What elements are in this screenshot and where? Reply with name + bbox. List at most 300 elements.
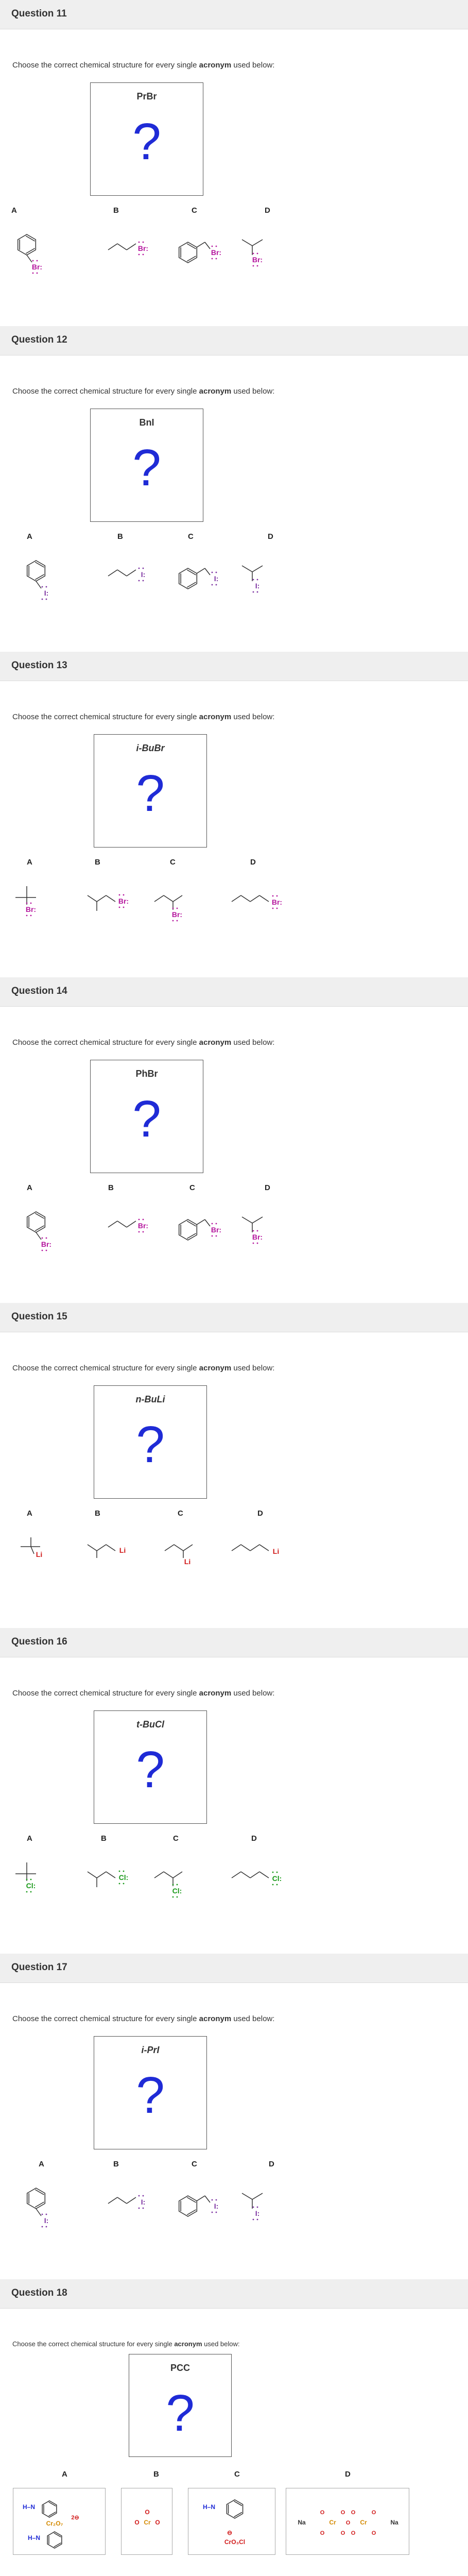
question-prompt	[12, 1689, 274, 1698]
bond	[127, 1221, 136, 1227]
o-atom-label: O	[145, 2509, 150, 2516]
lone-pair-dot	[138, 2208, 140, 2209]
question-header	[0, 1303, 468, 1332]
acronym-box	[90, 82, 203, 196]
option-structure-c[interactable]	[154, 1857, 211, 1909]
bond	[241, 895, 250, 902]
lone-pair-dot	[32, 260, 34, 262]
option-structure-d[interactable]	[242, 555, 299, 607]
prompt-bold-word: acronym	[199, 1364, 232, 1372]
benzene-ring	[47, 2532, 62, 2548]
question-mark-icon: ?	[136, 1741, 165, 1799]
bond	[205, 2196, 210, 2202]
bond	[242, 566, 252, 572]
option-structure-a[interactable]	[15, 881, 72, 933]
lone-pair-dot	[257, 265, 258, 267]
bond	[27, 255, 32, 262]
benzene-ring	[227, 2500, 242, 2518]
o-atom-label: O	[371, 2530, 376, 2536]
bond	[197, 568, 205, 573]
bond	[154, 1872, 164, 1878]
bond	[205, 242, 210, 249]
lone-pair-dot	[37, 273, 38, 274]
question-section	[0, 1628, 468, 1954]
bond	[106, 1545, 115, 1551]
cr-atom-label: Cr	[144, 2519, 151, 2526]
question-section	[0, 977, 468, 1303]
benzene-ring	[179, 2196, 197, 2216]
lone-pair-dot	[172, 1884, 174, 1886]
prompt-text: Choose the correct chemical structure for every single	[12, 1689, 199, 1698]
option-letter-a: A	[11, 206, 17, 215]
prompt-text: used below:	[202, 2340, 240, 2348]
option-structure-b[interactable]	[108, 555, 165, 607]
lone-pair-dot	[30, 1891, 32, 1893]
acronym-box	[94, 1710, 207, 1824]
cr-atom-label: Cr	[360, 2519, 367, 2526]
question-title: Question 15	[11, 1311, 67, 1322]
lone-pair-dot	[212, 246, 213, 247]
option-structure-a[interactable]	[21, 555, 77, 607]
o-atom-label: O	[351, 2510, 356, 2516]
prompt-text: used below:	[231, 1364, 275, 1372]
cro3cl-label: CrO₃Cl	[224, 2538, 246, 2546]
lone-pair-dot	[119, 894, 120, 896]
question-section	[0, 0, 468, 326]
lone-pair-dot	[253, 265, 254, 267]
option-letter-a: A	[27, 532, 32, 541]
li-atom-label: Li	[272, 1547, 280, 1555]
bond	[164, 1872, 173, 1878]
lone-pair-dot	[212, 2212, 213, 2213]
benzene-ring	[27, 561, 45, 581]
i-atom-label: I:	[255, 2209, 260, 2217]
lone-pair-dot	[212, 1223, 213, 1225]
na-label: Na	[298, 2519, 306, 2526]
lone-pair-dot	[26, 915, 28, 917]
bond	[165, 1545, 174, 1551]
lone-pair-dot	[177, 1896, 178, 1898]
lone-pair-dot	[253, 1243, 254, 1244]
question-mark-icon: ?	[166, 2384, 195, 2442]
option-letter-d: D	[268, 532, 273, 541]
o-atom-label: O	[340, 2530, 345, 2536]
br-atom-label: Br:	[211, 248, 222, 257]
option-drawing[interactable]	[122, 2488, 173, 2555]
bond	[232, 1872, 241, 1878]
bond	[232, 895, 241, 902]
bond	[252, 2193, 263, 2199]
question-header	[0, 977, 468, 1007]
bond	[108, 2197, 117, 2204]
br-atom-label: Br:	[252, 256, 263, 264]
lone-pair-dot	[123, 894, 125, 896]
bond	[117, 244, 127, 250]
acronym-label: i-BuBr	[136, 743, 165, 753]
br-atom-label: Br:	[211, 1226, 222, 1234]
lone-pair-dot	[37, 260, 38, 262]
prompt-bold-word: acronym	[174, 2340, 202, 2348]
lone-pair-dot	[143, 568, 144, 569]
bond	[106, 895, 115, 902]
lone-pair-dot	[212, 572, 213, 573]
acronym-box	[94, 734, 207, 848]
lone-pair-dot	[212, 1235, 213, 1237]
option-structure-d[interactable]	[232, 881, 288, 933]
question-header	[0, 326, 468, 355]
lone-pair-dot	[177, 1884, 178, 1886]
o-atom-label: O	[320, 2530, 325, 2536]
lone-pair-dot	[276, 895, 278, 897]
option-letter-d: D	[251, 1834, 257, 1843]
lone-pair-dot	[46, 599, 47, 600]
cl-atom-label: Cl:	[26, 1882, 36, 1890]
lone-pair-dot	[138, 254, 140, 256]
charge-label: 2⊖	[71, 2515, 79, 2521]
option-letter-c: C	[178, 1509, 183, 1518]
bond	[108, 244, 117, 250]
lone-pair-dot	[30, 1879, 32, 1880]
option-letter-c: C	[188, 532, 194, 541]
bond	[36, 2209, 41, 2216]
cr-atom-label: Cr	[329, 2519, 336, 2526]
bond	[242, 2193, 252, 2199]
option-structure-a[interactable]	[11, 229, 68, 281]
hn-label: H–N	[202, 2503, 216, 2511]
bond	[183, 1545, 193, 1551]
question-prompt	[12, 713, 274, 721]
bond	[241, 1545, 250, 1551]
lone-pair-dot	[257, 1230, 258, 1232]
option-structure-d[interactable]	[242, 229, 299, 281]
lone-pair-dot	[143, 1231, 144, 1233]
question-mark-icon: ?	[136, 765, 165, 822]
bond	[164, 895, 173, 902]
lone-pair-dot	[172, 908, 174, 909]
lone-pair-dot	[30, 915, 32, 917]
option-letter-b: B	[95, 1509, 100, 1518]
option-letter-a: A	[27, 1834, 32, 1843]
lone-pair-dot	[257, 579, 258, 581]
question-title: Question 11	[11, 8, 67, 19]
bond	[88, 895, 97, 902]
lone-pair-dot	[216, 246, 217, 247]
bond	[154, 895, 164, 902]
option-letter-b: B	[101, 1834, 107, 1843]
option-structure-b[interactable]	[108, 1207, 165, 1258]
option-letter-a: A	[27, 1509, 32, 1518]
option-letter-a: A	[39, 2160, 44, 2168]
lone-pair-dot	[276, 1884, 278, 1886]
bond	[252, 566, 263, 572]
lone-pair-dot	[42, 599, 43, 600]
option-structure-a[interactable]	[21, 1532, 77, 1584]
bond	[117, 2197, 127, 2204]
lone-pair-dot	[143, 242, 144, 243]
lone-pair-dot	[46, 2226, 47, 2228]
question-prompt	[12, 1038, 274, 1047]
br-atom-label: Br:	[171, 910, 183, 919]
br-atom-label: Br:	[31, 263, 43, 271]
prompt-text: Choose the correct chemical structure for every single	[12, 2340, 175, 2348]
question-prompt	[12, 387, 274, 396]
lone-pair-dot	[253, 2219, 254, 2221]
bond	[241, 1872, 250, 1878]
bond	[232, 1545, 241, 1551]
option-structure-a[interactable]	[21, 1207, 77, 1258]
o-atom-label: O	[340, 2510, 345, 2516]
option-letter-d: D	[265, 206, 270, 215]
prompt-text: Choose the correct chemical structure for every single	[12, 1364, 199, 1372]
lone-pair-dot	[272, 1872, 274, 1873]
lone-pair-dot	[143, 2195, 144, 2197]
bond	[106, 1872, 115, 1878]
bond	[259, 1545, 269, 1551]
br-atom-label: Br:	[25, 905, 37, 913]
option-structure-b[interactable]	[88, 1532, 144, 1584]
bond	[127, 2197, 136, 2204]
cl-atom-label: Cl:	[118, 1873, 129, 1882]
bond	[250, 1545, 259, 1551]
option-letter-d: D	[345, 2470, 351, 2479]
bond	[259, 895, 269, 902]
option-structure-a[interactable]	[13, 2488, 106, 2555]
br-atom-label: Br:	[252, 1233, 263, 1241]
bond	[242, 240, 252, 246]
lone-pair-dot	[257, 2219, 258, 2221]
bond	[36, 1232, 41, 1240]
question-header	[0, 0, 468, 29]
question-title: Question 16	[11, 1636, 67, 1647]
br-atom-label: Br:	[137, 244, 149, 252]
o-atom-label: O	[345, 2520, 351, 2526]
option-structure-d[interactable]	[232, 1532, 288, 1584]
bond	[108, 570, 117, 576]
option-letter-c: C	[189, 1183, 195, 1192]
question-section	[0, 2279, 468, 2576]
lone-pair-dot	[172, 920, 174, 922]
question-title: Question 13	[11, 660, 67, 671]
acronym-box	[129, 2354, 232, 2457]
bond	[97, 1545, 106, 1551]
option-structure-c[interactable]	[154, 881, 211, 933]
lone-pair-dot	[276, 1872, 278, 1873]
acronym-label: t-BuCl	[136, 1719, 164, 1730]
question-section	[0, 1303, 468, 1629]
i-atom-label: I:	[44, 589, 49, 597]
option-structure-b[interactable]	[121, 2488, 172, 2555]
lone-pair-dot	[138, 580, 140, 582]
question-section	[0, 326, 468, 652]
lone-pair-dot	[177, 920, 178, 922]
i-atom-label: I:	[141, 570, 146, 579]
o-atom-label: O	[371, 2510, 376, 2516]
lone-pair-dot	[272, 908, 274, 909]
benzene-ring	[18, 234, 36, 255]
question-title: Question 18	[11, 2287, 67, 2298]
lone-pair-dot	[32, 273, 34, 274]
question-prompt	[12, 2014, 274, 2023]
lone-pair-dot	[143, 1219, 144, 1221]
lone-pair-dot	[42, 1250, 43, 1251]
bond	[197, 2196, 205, 2201]
bond	[127, 570, 136, 576]
lone-pair-dot	[253, 253, 254, 255]
lone-pair-dot	[253, 591, 254, 593]
question-prompt	[12, 1364, 274, 1372]
option-structure-d[interactable]	[242, 1207, 299, 1258]
prompt-text: used below:	[231, 2014, 275, 2023]
lone-pair-dot	[212, 2199, 213, 2201]
option-letter-c: C	[173, 1834, 179, 1843]
question-mark-icon: ?	[132, 113, 161, 171]
option-structure-c[interactable]	[175, 555, 232, 607]
lone-pair-dot	[216, 572, 217, 573]
i-atom-label: I:	[214, 574, 219, 583]
lone-pair-dot	[26, 1879, 28, 1880]
option-letter-b: B	[108, 1183, 114, 1192]
prompt-bold-word: acronym	[199, 387, 232, 396]
option-letter-d: D	[250, 858, 256, 867]
lone-pair-dot	[216, 258, 217, 260]
bond	[117, 570, 127, 576]
benzene-ring	[179, 242, 197, 263]
option-letter-d: D	[269, 2160, 274, 2168]
lone-pair-dot	[216, 2212, 217, 2213]
acronym-box	[94, 1385, 207, 1499]
lone-pair-dot	[123, 907, 125, 908]
acronym-label: BnI	[139, 417, 154, 428]
option-letter-c: C	[192, 206, 197, 215]
bond	[108, 1221, 117, 1227]
question-prompt	[12, 61, 274, 70]
option-structure-c[interactable]	[175, 229, 232, 281]
prompt-text: used below:	[231, 1689, 275, 1698]
lone-pair-dot	[42, 1238, 43, 1239]
lone-pair-dot	[46, 1250, 47, 1251]
cl-atom-label: Cl:	[272, 1874, 282, 1883]
option-structure-a[interactable]	[21, 2183, 77, 2234]
option-structure-a[interactable]	[15, 1857, 72, 1909]
lone-pair-dot	[257, 2207, 258, 2208]
i-atom-label: I:	[214, 2202, 219, 2210]
cl-atom-label: Cl:	[172, 1887, 182, 1895]
option-structure-b[interactable]	[88, 881, 144, 933]
lone-pair-dot	[26, 903, 28, 904]
question-header	[0, 1954, 468, 1983]
lone-pair-dot	[42, 2226, 43, 2228]
option-letter-a: A	[62, 2470, 67, 2479]
prompt-text: Choose the correct chemical structure for every single	[12, 2014, 199, 2023]
benzene-ring	[179, 568, 197, 589]
question-header	[0, 1628, 468, 1657]
question-title: Question 12	[11, 334, 67, 345]
lone-pair-dot	[143, 580, 144, 582]
option-structure-c[interactable]	[175, 2183, 232, 2234]
prompt-bold-word: acronym	[199, 2014, 232, 2023]
question-section	[0, 1954, 468, 2280]
lone-pair-dot	[138, 2195, 140, 2197]
option-letter-a: A	[27, 1183, 32, 1192]
bond	[242, 1217, 252, 1223]
lone-pair-dot	[216, 584, 217, 586]
lone-pair-dot	[172, 1896, 174, 1898]
acronym-label: PhBr	[135, 1069, 158, 1079]
option-letter-b: B	[113, 206, 119, 215]
option-drawing[interactable]	[286, 2488, 410, 2555]
option-structure-d[interactable]	[242, 2183, 299, 2234]
prompt-text: Choose the correct chemical structure for every single	[12, 61, 199, 70]
option-structure-c[interactable]	[175, 1207, 232, 1258]
option-structure-d[interactable]	[232, 1857, 288, 1909]
lone-pair-dot	[272, 1884, 274, 1886]
acronym-label: PCC	[170, 2363, 190, 2373]
lone-pair-dot	[46, 2214, 47, 2215]
bond	[205, 1219, 210, 1226]
option-letter-b: B	[117, 532, 123, 541]
lone-pair-dot	[216, 1223, 217, 1225]
benzene-ring	[27, 2188, 45, 2209]
option-structure-d[interactable]	[286, 2488, 409, 2555]
option-drawing[interactable]	[188, 2488, 276, 2555]
option-letter-a: A	[27, 858, 32, 867]
acronym-box	[94, 2036, 207, 2149]
bond	[259, 1872, 269, 1878]
lone-pair-dot	[257, 1243, 258, 1244]
question-section	[0, 652, 468, 978]
option-structure-b[interactable]	[88, 1857, 144, 1909]
lone-pair-dot	[42, 2214, 43, 2215]
lone-pair-dot	[26, 1891, 28, 1893]
lone-pair-dot	[138, 242, 140, 243]
prompt-text: Choose the correct chemical structure for every single	[12, 713, 199, 721]
option-letter-d: D	[257, 1509, 263, 1518]
option-structure-c[interactable]	[165, 1532, 221, 1584]
option-structure-b[interactable]	[108, 2183, 165, 2234]
br-atom-label: Br:	[41, 1240, 52, 1248]
bond	[252, 1217, 263, 1223]
lone-pair-dot	[253, 1230, 254, 1232]
charge-label: ⊖	[227, 2529, 233, 2536]
bond	[88, 1872, 97, 1878]
o-atom-label: O	[134, 2519, 140, 2526]
prompt-bold-word: acronym	[199, 61, 232, 70]
o-atom-label: O	[320, 2510, 325, 2516]
bond	[31, 1547, 34, 1554]
option-letter-c: C	[234, 2470, 240, 2479]
prompt-text: used below:	[231, 1038, 275, 1047]
lone-pair-dot	[216, 2199, 217, 2201]
prompt-bold-word: acronym	[199, 713, 232, 721]
question-mark-icon: ?	[132, 439, 161, 497]
o-atom-label: O	[351, 2530, 356, 2536]
lone-pair-dot	[46, 586, 47, 588]
br-atom-label: Br:	[118, 897, 129, 905]
o-atom-label: O	[155, 2519, 160, 2526]
acronym-label: i-PrI	[141, 2045, 160, 2055]
question-prompt	[12, 2340, 240, 2348]
option-structure-b[interactable]	[108, 229, 165, 281]
option-drawing[interactable]	[13, 2488, 106, 2555]
option-structure-c[interactable]	[188, 2488, 275, 2555]
lone-pair-dot	[138, 568, 140, 569]
li-atom-label: Li	[36, 1550, 43, 1558]
question-mark-icon: ?	[136, 1416, 165, 1473]
lone-pair-dot	[253, 2207, 254, 2208]
lone-pair-dot	[119, 1871, 120, 1872]
prompt-text: Choose the correct chemical structure for every single	[12, 1038, 199, 1047]
i-atom-label: I:	[141, 2198, 146, 2206]
